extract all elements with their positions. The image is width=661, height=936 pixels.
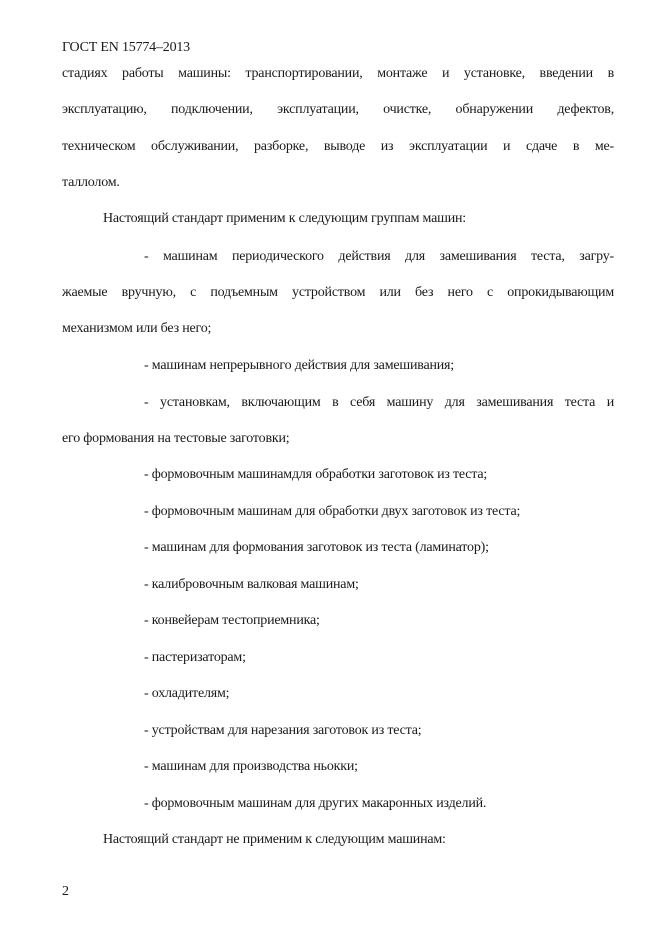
list-item: - машинам для производства ньокки;: [144, 759, 358, 774]
text-line: механизмом или без него;: [62, 321, 212, 336]
list-item: - устройствам для нарезания заготовок из теста;: [144, 723, 422, 738]
list-item: - формовочным машинам для обработки двух заготовок из теста;: [144, 504, 521, 519]
list-item: - охладителям;: [144, 686, 230, 701]
text-line: жаемые вручную, с подъемным устройством или без него с опрокидывающим: [62, 285, 614, 300]
list-item: - формовочным машинамдля обработки заготовок из теста;: [144, 467, 488, 482]
list-item: - машинам непрерывного действия для замешивания;: [144, 358, 454, 373]
list-item: - машинам периодического действия для замешивания теста, загру-: [144, 249, 614, 264]
list-item: - формовочным машинам для других макаронных изделий.: [144, 796, 487, 811]
text-line: стадиях работы машины: транспортировании, монтаже и установке, введении в: [62, 66, 614, 81]
document-header-code: ГОСТ EN 15774–2013: [62, 40, 190, 55]
text-line: техническом обслуживании, разборке, выводе из эксплуатации и сдаче в ме-: [62, 139, 614, 154]
paragraph-start: Настоящий стандарт не применим к следующим машинам:: [103, 832, 446, 847]
text-line: его формования на тестовые заготовки;: [62, 431, 290, 446]
page-number: 2: [62, 884, 69, 899]
list-item: - конвейерам тестоприемника;: [144, 613, 320, 628]
paragraph-start: Настоящий стандарт применим к следующим группам машин:: [103, 211, 466, 226]
list-item: - калибровочным валковая машинам;: [144, 577, 359, 592]
text-line: таллолом.: [62, 175, 120, 190]
list-item: - пастеризаторам;: [144, 650, 246, 665]
list-item: - установкам, включающим в себя машину для замешивания теста и: [144, 395, 614, 410]
text-line: эксплуатацию, подключении, эксплуатации, очистке, обнаружении дефектов,: [62, 102, 614, 117]
list-item: - машинам для формования заготовок из теста (ламинатор);: [144, 540, 489, 555]
